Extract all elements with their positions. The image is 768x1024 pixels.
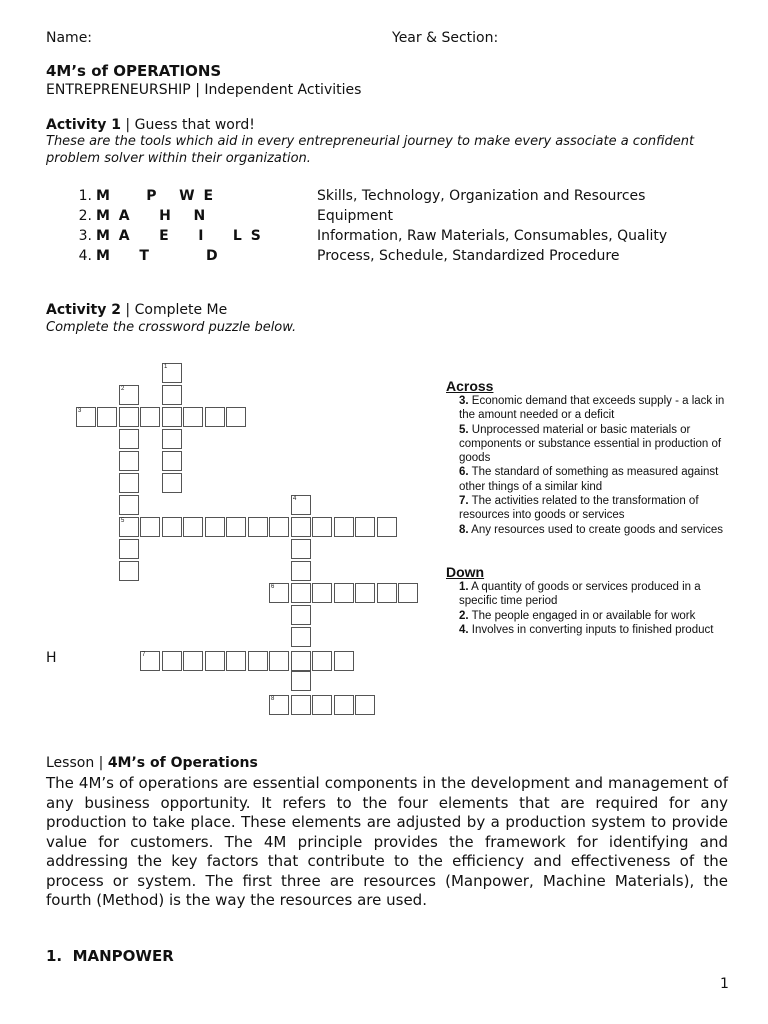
activity2-label: Activity 2 [46, 302, 121, 318]
crossword-cell[interactable] [226, 651, 246, 671]
crossword-cell[interactable] [269, 695, 289, 715]
lesson-body: The 4M’s of operations are essential components in the development and management of any business opportunity. It refers to the four elements that are required for any production to take place. These elements are adjusted by a production system to provide value for customers. The 4M principle provides the framework for identifying and addressing the key factors that contribute to the efficiency and effectiveness of the process or system. The first three are resources (Manpower, Machine Materials), the fourth (Method) is the way the resources are used. [46, 774, 728, 909]
clue-across-5 [446, 423, 735, 466]
clue-text: The standard of something as measured against other things of a similar kind [459, 466, 719, 493]
crossword-cell[interactable] [162, 651, 182, 671]
crossword-cell[interactable] [183, 651, 203, 671]
clue-number: 2. [459, 609, 469, 622]
clue-across-8 [446, 523, 735, 537]
across-heading: Across [446, 378, 494, 394]
clue-number: 7. [459, 495, 469, 508]
crossword-cell[interactable] [183, 517, 203, 537]
crossword-cell[interactable] [291, 671, 311, 691]
lesson-title: 4M’s of Operations [107, 755, 258, 771]
crossword-cell[interactable] [291, 695, 311, 715]
crossword-cell[interactable] [162, 451, 182, 471]
clue-across-3 [446, 394, 735, 423]
crossword-cell[interactable] [312, 651, 332, 671]
clue-text: A quantity of goods or services produced in a specific time period [459, 581, 701, 608]
crossword-cell[interactable] [334, 583, 354, 603]
down-heading: Down [446, 564, 485, 580]
crossword-cell[interactable] [312, 517, 332, 537]
activity1-heading [46, 117, 255, 133]
crossword-cell[interactable] [162, 385, 182, 405]
crossword-cell[interactable] [291, 517, 311, 537]
crossword-cell[interactable] [291, 627, 311, 647]
page-title: 4M’s of OPERATIONS [46, 62, 222, 80]
crossword-cell[interactable] [119, 495, 139, 515]
activity2-title: | Complete Me [120, 302, 228, 318]
clue-text: The activities related to the transformation of resources into goods or services [459, 495, 699, 522]
crossword-cell[interactable] [205, 651, 225, 671]
crossword-cell[interactable] [291, 539, 311, 559]
crossword-cell[interactable] [291, 561, 311, 581]
crossword-cell[interactable] [226, 517, 246, 537]
crossword-cell[interactable] [377, 517, 397, 537]
cell-number: 8 [271, 696, 275, 702]
crossword-cell[interactable] [140, 651, 160, 671]
crossword-cell[interactable] [119, 451, 139, 471]
item-hint: Process, Schedule, Standardized Procedure [317, 248, 620, 264]
crossword-cell[interactable] [355, 583, 375, 603]
cell-number: 2 [121, 386, 125, 392]
crossword-cell[interactable] [162, 407, 182, 427]
item-number: 2. [78, 208, 92, 224]
crossword-cell[interactable] [140, 407, 160, 427]
name-label: Name: [46, 30, 93, 46]
cell-number: 6 [271, 584, 275, 590]
crossword-cell[interactable] [119, 473, 139, 493]
item-number: 3. [78, 228, 92, 244]
activity2-instructions: Complete the crossword puzzle below. [46, 320, 297, 335]
crossword-cell[interactable] [355, 695, 375, 715]
clue-text: Involves in converting inputs to finished product [471, 623, 714, 636]
clue-number: 5. [459, 423, 469, 436]
lesson-heading [46, 755, 258, 771]
year-section-label: Year & Section: [392, 30, 499, 46]
crossword-cell[interactable] [140, 517, 160, 537]
item-hint: Equipment [317, 208, 393, 224]
crossword-cell[interactable] [162, 363, 182, 383]
list-item [0, 188, 700, 208]
page-subtitle: ENTREPRENEURSHIP | Independent Activities [46, 82, 362, 98]
cell-number: 3 [78, 408, 82, 414]
clue-text: Unprocessed material or basic materials or components or substance essential in production of goods [459, 423, 722, 465]
crossword-cell[interactable] [312, 583, 332, 603]
crossword-cell[interactable] [269, 517, 289, 537]
crossword-cell[interactable] [291, 605, 311, 625]
crossword-cell[interactable] [119, 407, 139, 427]
crossword-cell[interactable] [119, 517, 139, 537]
clue-text: Economic demand that exceeds supply - a lack in the amount needed or a deficit [459, 395, 725, 422]
crossword-cell[interactable] [119, 561, 139, 581]
cell-number: 1 [164, 364, 168, 370]
clue-down-2 [446, 609, 735, 623]
clue-number: 1. [459, 581, 469, 593]
crossword-cell[interactable] [205, 407, 225, 427]
activity2-heading [46, 302, 227, 318]
crossword-cell[interactable] [377, 583, 397, 603]
item-hint: Skills, Technology, Organization and Resources [317, 188, 646, 204]
section-heading-manpower: 1. MANPOWER [46, 947, 174, 965]
clue-across-6 [446, 465, 735, 494]
clue-number: 8. [459, 523, 469, 536]
cell-number: 7 [142, 652, 146, 658]
clue-number: 4. [459, 623, 469, 636]
crossword-cell[interactable] [398, 583, 418, 603]
item-word: M T D [96, 248, 220, 264]
crossword-cell[interactable] [162, 473, 182, 493]
crossword-cell[interactable] [248, 651, 268, 671]
page-number: 1 [720, 976, 729, 992]
crossword-cell[interactable] [248, 517, 268, 537]
clue-text: Any resources used to create goods and services [471, 523, 724, 536]
crossword-cell[interactable] [269, 651, 289, 671]
clue-across-7 [446, 494, 735, 523]
item-number: 4. [78, 248, 92, 264]
cell-number: 5 [121, 518, 125, 524]
item-word: M P W E [96, 188, 216, 204]
crossword-cell[interactable] [334, 517, 354, 537]
crossword-cell[interactable] [119, 429, 139, 449]
crossword-cell[interactable] [334, 651, 354, 671]
item-word: M A H N [96, 208, 208, 224]
crossword-cell[interactable] [183, 407, 203, 427]
crossword-cell[interactable] [291, 651, 311, 671]
crossword-cell[interactable] [76, 407, 96, 427]
crossword-cell[interactable] [119, 539, 139, 559]
clue-down-1 [446, 580, 735, 609]
list-item [0, 228, 700, 248]
crossword-cell[interactable] [291, 495, 311, 515]
crossword-cell[interactable] [162, 517, 182, 537]
item-hint: Information, Raw Materials, Consumables, Quality [317, 228, 668, 244]
activity1-instructions-line1: These are the tools which aid in every entrepreneurial journey to make every associate a confident [46, 134, 695, 149]
activity1-instructions-line2: problem solver within their organization. [46, 151, 311, 166]
activity1-title: | Guess that word! [120, 117, 255, 133]
clue-number: 3. [459, 395, 469, 407]
crossword-cell[interactable] [205, 517, 225, 537]
cell-number: 4 [293, 496, 297, 502]
crossword-cell[interactable] [312, 695, 332, 715]
crossword-cell[interactable] [119, 385, 139, 405]
list-item [0, 208, 700, 228]
across-clues [446, 378, 735, 537]
crossword-cell[interactable] [334, 695, 354, 715]
crossword-cell[interactable] [162, 429, 182, 449]
item-word: M A E I L S [96, 228, 263, 244]
lesson-label: Lesson | [46, 755, 108, 771]
crossword-cell[interactable] [355, 517, 375, 537]
crossword-cell[interactable] [226, 407, 246, 427]
activity1-label: Activity 1 [46, 117, 121, 133]
crossword-cell[interactable] [97, 407, 117, 427]
crossword-cell[interactable] [291, 583, 311, 603]
clue-text: The people engaged in or available for work [471, 609, 696, 622]
side-letter: H [46, 650, 57, 666]
clue-number: 6. [459, 466, 469, 479]
item-number: 1. [78, 188, 92, 204]
list-item [0, 248, 700, 268]
crossword-cell[interactable] [269, 583, 289, 603]
down-clues [446, 564, 735, 637]
clue-down-4 [446, 623, 735, 637]
